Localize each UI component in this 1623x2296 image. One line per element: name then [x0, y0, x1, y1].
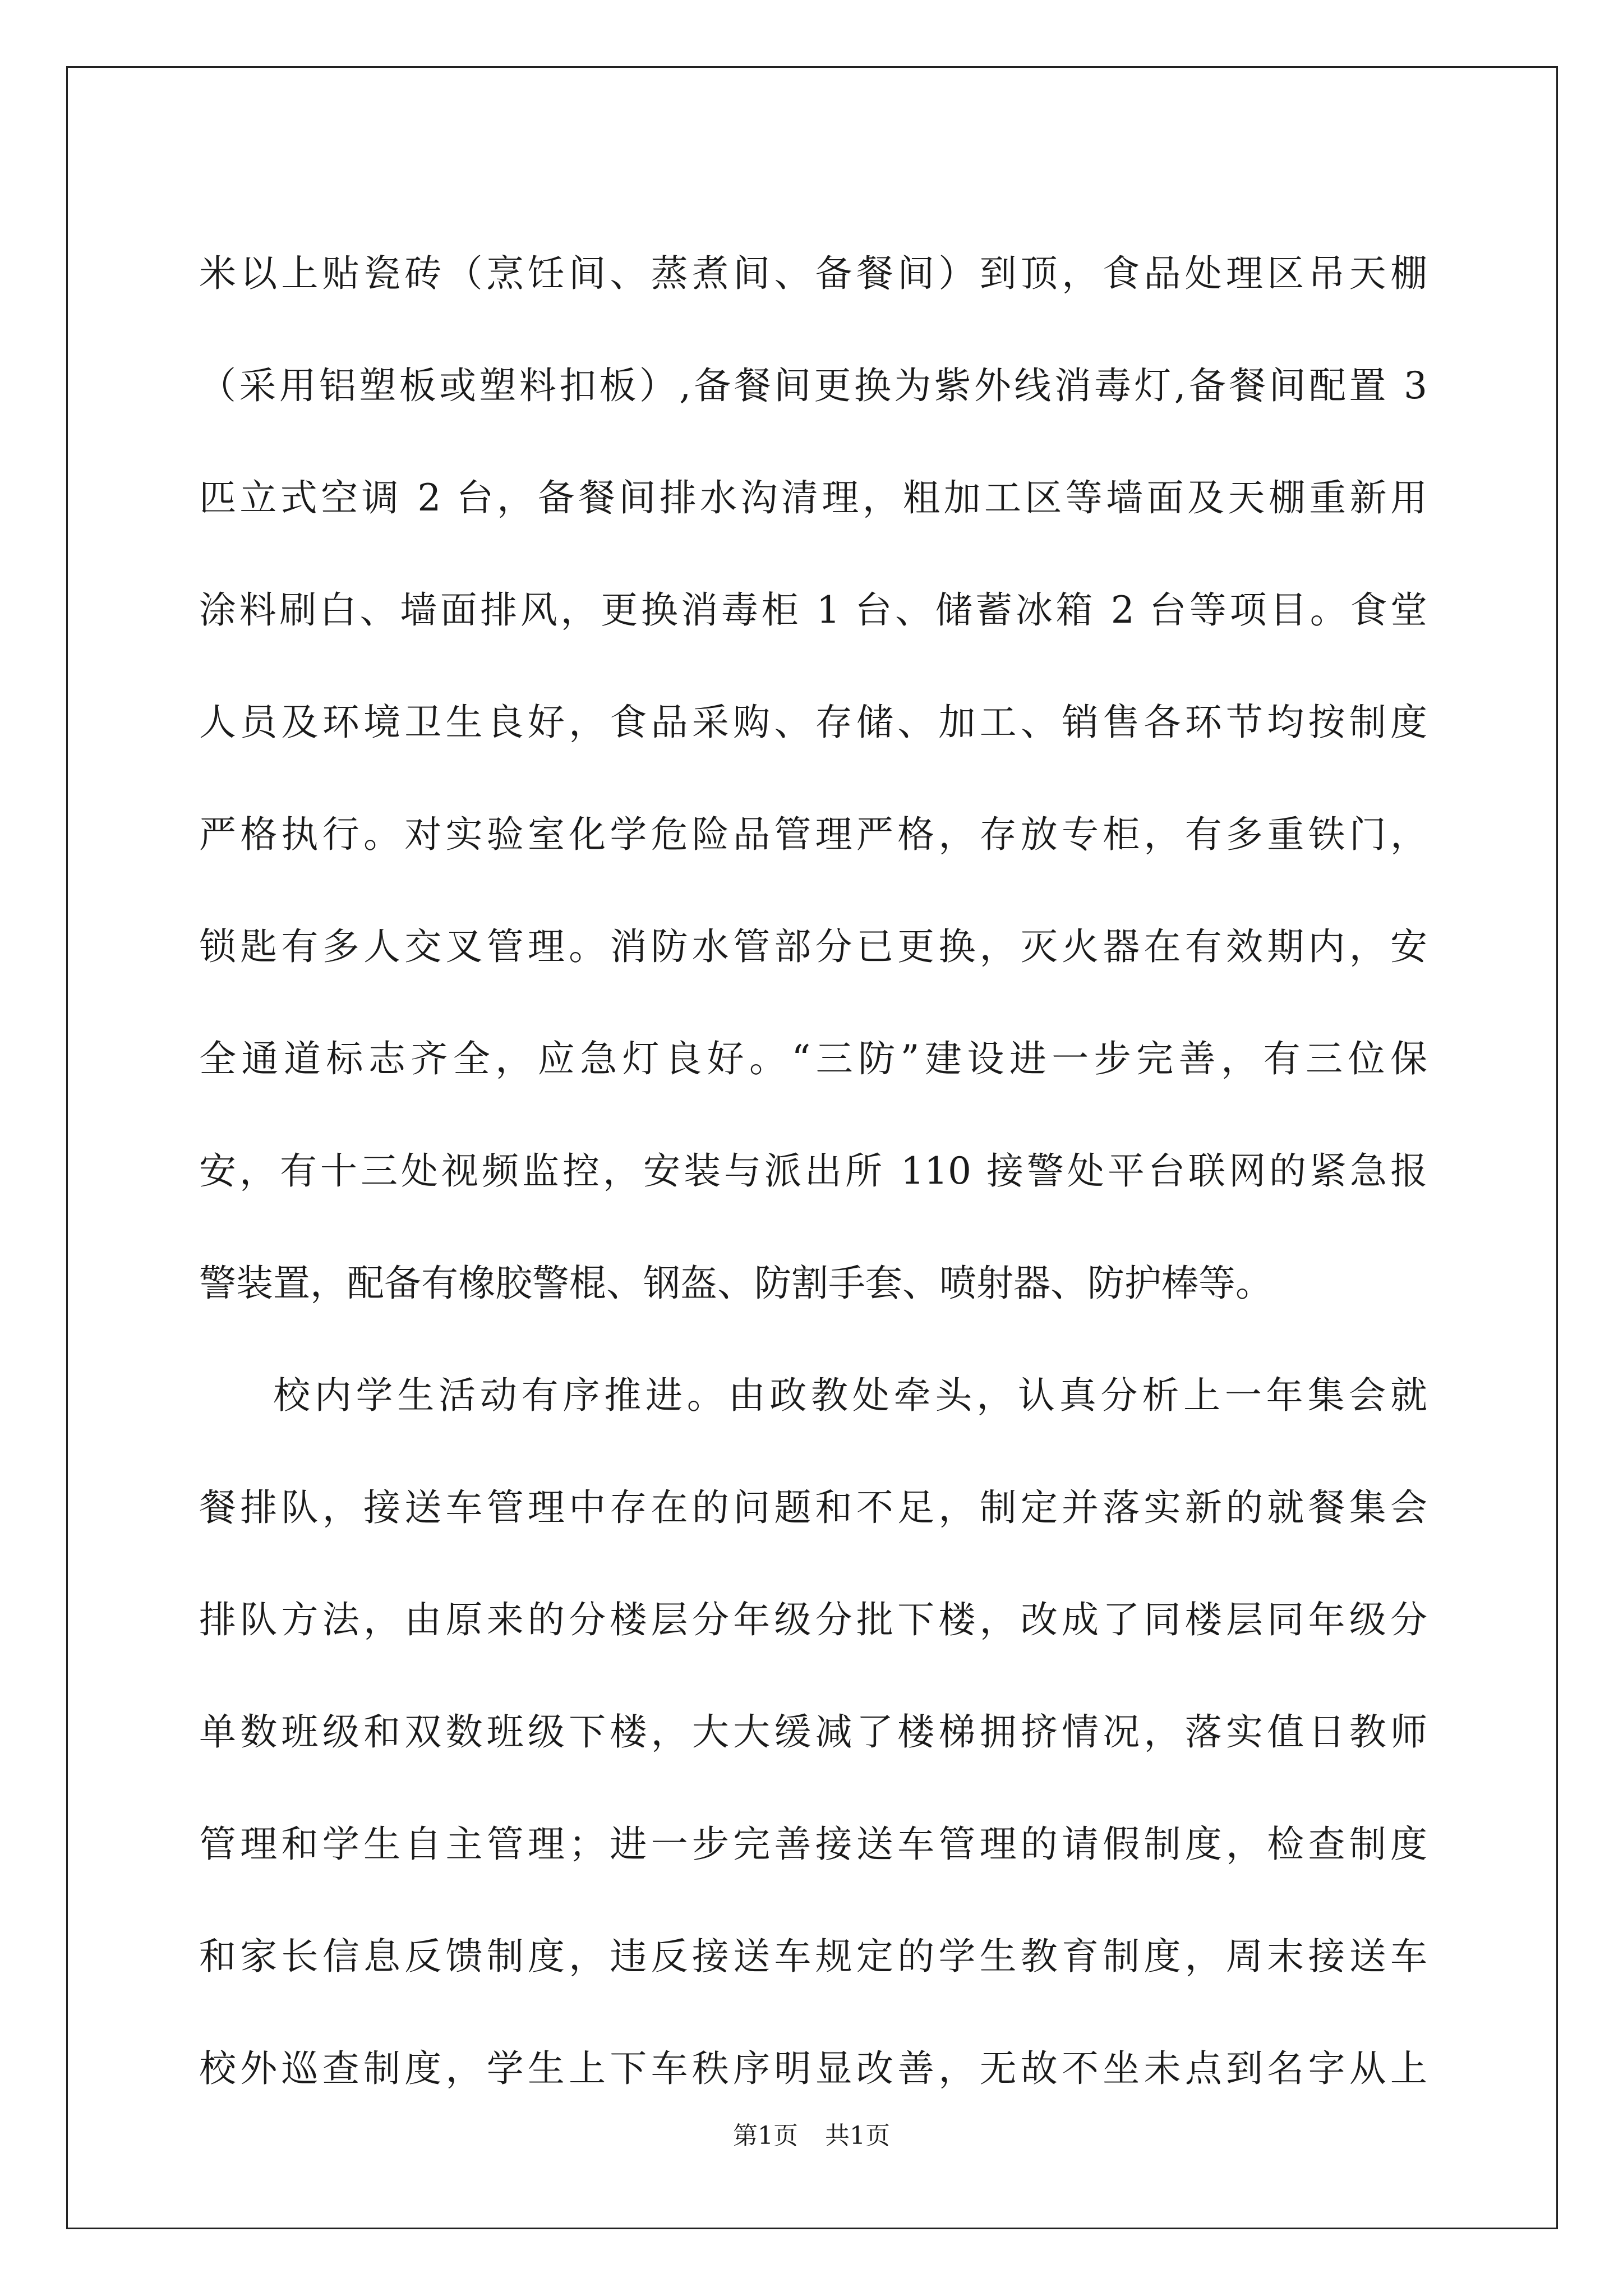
text-line: 人员及环境卫生良好，食品采购、存储、加工、销售各环节均按制度 [199, 701, 1427, 744]
text-line: 和家长信息反馈制度，违反接送车规定的学生教育制度，周末接送车 [199, 1935, 1427, 1978]
text-line: 餐排队，接送车管理中存在的问题和不足，制定并落实新的就餐集会 [199, 1486, 1427, 1529]
text-line: 锁匙有多人交叉管理。消防水管部分已更换，灭火器在有效期内，安 [199, 925, 1427, 968]
text-line: 米以上贴瓷砖（烹饪间、蒸煮间、备餐间）到顶，食品处理区吊天棚 [199, 252, 1427, 295]
page-footer [0, 2119, 1623, 2153]
text-line: （采用铝塑板或塑料扣板）,备餐间更换为紫外线消毒灯,备餐间配置 3 [199, 364, 1427, 407]
text-line: 安，有十三处视频监控，安装与派出所 110 接警处平台联网的紧急报 [199, 1149, 1427, 1193]
text-line: 匹立式空调 2 台，备餐间排水沟清理，粗加工区等墙面及天棚重新用 [199, 476, 1427, 519]
document-body [199, 218, 1427, 2125]
text-line: 校内学生活动有序推进。由政教处牵头，认真分析上一年集会就 [273, 1374, 1427, 1417]
page-total: 共1页 [825, 2122, 890, 2150]
text-line: 管理和学生自主管理；进一步完善接送车管理的请假制度，检查制度 [199, 1823, 1427, 1866]
text-line: 校外巡查制度，学生上下车秩序明显改善，无故不坐未点到名字从上 [199, 2047, 1427, 2090]
page-number: 第1页 [733, 2122, 798, 2150]
text-line: 涂料刷白、墙面排风，更换消毒柜 1 台、储蓄冰箱 2 台等项目。食堂 [199, 588, 1427, 632]
text-line: 排队方法，由原来的分楼层分年级分批下楼，改成了同楼层同年级分 [199, 1598, 1427, 1641]
text-line: 全通道标志齐全，应急灯良好。“三防”建设进一步完善，有三位保 [199, 1037, 1427, 1080]
text-line: 警装置，配备有橡胶警棍、钢盔、防割手套、喷射器、防护棒等。 [199, 1262, 1272, 1305]
text-line: 严格执行。对实验室化学危险品管理严格，存放专柜，有多重铁门， [199, 813, 1427, 856]
text-line: 单数班级和双数班级下楼，大大缓减了楼梯拥挤情况，落实值日教师 [199, 1710, 1427, 1754]
